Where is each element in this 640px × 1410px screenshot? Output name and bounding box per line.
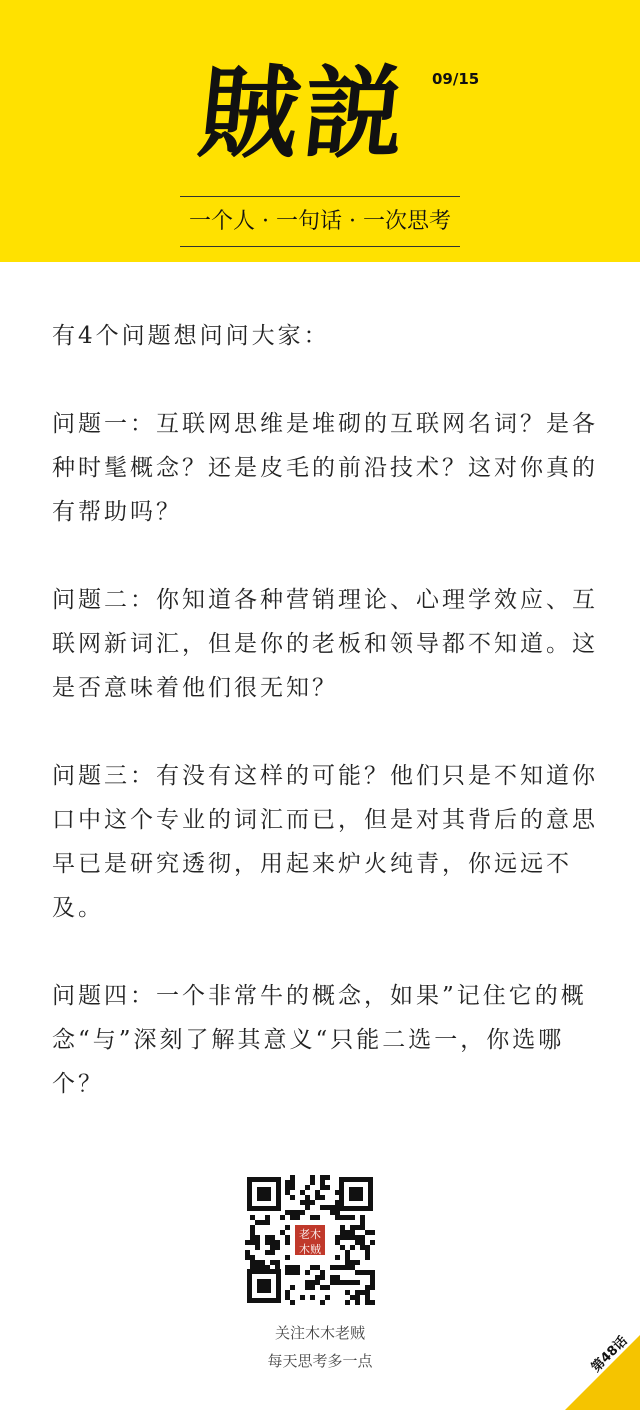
qr-module (365, 1300, 370, 1305)
qr-module (355, 1290, 360, 1295)
qr-module (370, 1270, 375, 1275)
divider-top (180, 196, 460, 197)
qr-module (345, 1290, 350, 1295)
qr-module (265, 1235, 270, 1240)
qr-module (325, 1295, 330, 1300)
qr-module (370, 1275, 375, 1280)
qr-module (325, 1205, 330, 1210)
qr-module (290, 1195, 295, 1200)
qr-module (335, 1215, 340, 1220)
qr-module (320, 1185, 325, 1190)
qr-module (330, 1280, 335, 1285)
qr-module (310, 1285, 315, 1290)
qr-module (365, 1270, 370, 1275)
qr-module (370, 1300, 375, 1305)
qr-module (285, 1190, 290, 1195)
qr-module (350, 1260, 355, 1265)
qr-module (295, 1215, 300, 1220)
qr-module (335, 1240, 340, 1245)
qr-module (330, 1265, 335, 1270)
qr-module (310, 1180, 315, 1185)
qr-module (355, 1225, 360, 1230)
question-1: 问题一：互联网思维是堆砌的互联网名词？是各种时髦概念？还是皮毛的前沿技术？这对你真的有帮助吗？ (52, 411, 598, 525)
qr-module (365, 1290, 370, 1295)
qr-module (365, 1245, 370, 1250)
qr-module (285, 1210, 290, 1215)
episode-number: 第48话 (588, 1333, 631, 1376)
qr-module (300, 1295, 305, 1300)
qr-module (330, 1205, 335, 1210)
qr-module (345, 1230, 350, 1235)
qr-module (355, 1300, 360, 1305)
qr-module (355, 1235, 360, 1240)
qr-module (320, 1270, 325, 1275)
qr-module (290, 1285, 295, 1290)
qr-module (335, 1280, 340, 1285)
qr-module (250, 1230, 255, 1235)
qr-module (290, 1300, 295, 1305)
qr-center-logo: 老木木贼 (293, 1223, 327, 1257)
qr-module (355, 1280, 360, 1285)
qr-module (335, 1200, 340, 1205)
qr-module (250, 1240, 255, 1245)
qr-module (250, 1225, 255, 1230)
question-3: 问题三：有没有这样的可能？他们只是不知道你口中这个专业的词汇而已，但是对其背后的意思早已是研究透彻，用起来炉火纯青，你远远不及。 (52, 763, 598, 921)
qr-module (315, 1265, 320, 1270)
qr-module (285, 1185, 290, 1190)
qr-module (265, 1240, 270, 1245)
qr-module (345, 1255, 350, 1260)
qr-module (370, 1230, 375, 1235)
qr-module (345, 1265, 350, 1270)
qr-module (300, 1190, 305, 1195)
qr-module (350, 1245, 355, 1250)
qr-module (245, 1255, 250, 1260)
qr-module (360, 1235, 365, 1240)
qr-module (290, 1215, 295, 1220)
qr-module (260, 1265, 265, 1270)
qr-module (285, 1255, 290, 1260)
qr-module (335, 1190, 340, 1195)
qr-module (355, 1295, 360, 1300)
qr-module (315, 1275, 320, 1280)
qr-module (300, 1200, 305, 1205)
qr-module (305, 1185, 310, 1190)
qr-module (255, 1265, 260, 1270)
qr-module (255, 1235, 260, 1240)
qr-module (315, 1195, 320, 1200)
qr-module (340, 1265, 345, 1270)
qr-module (270, 1240, 275, 1245)
qr-module (275, 1260, 280, 1265)
qr-module (320, 1205, 325, 1210)
qr-module (370, 1240, 375, 1245)
qr-module (305, 1205, 310, 1210)
qr-module (285, 1240, 290, 1245)
qr-module (355, 1270, 360, 1275)
qr-module (335, 1205, 340, 1210)
qr-module (330, 1210, 335, 1215)
article-body (52, 314, 612, 1150)
qr-module (350, 1215, 355, 1220)
qr-module (250, 1260, 255, 1265)
qr-module (260, 1220, 265, 1225)
qr-module (370, 1285, 375, 1290)
brand-logo: 賊説 (193, 54, 415, 172)
qr-module (250, 1235, 255, 1240)
qr-module (345, 1280, 350, 1285)
qr-module (270, 1250, 275, 1255)
qr-module (245, 1250, 250, 1255)
qr-module (340, 1280, 345, 1285)
qr-module (265, 1250, 270, 1255)
qr-module (250, 1215, 255, 1220)
qr-module (270, 1235, 275, 1240)
tagline: 一个人 · 一句话 · 一次思考 (189, 209, 451, 234)
qr-module (310, 1265, 315, 1270)
qr-module (355, 1240, 360, 1245)
qr-module (285, 1235, 290, 1240)
qr-module (325, 1285, 330, 1290)
qr-module (360, 1245, 365, 1250)
qr-module (365, 1250, 370, 1255)
qr-module (285, 1270, 290, 1275)
qr-module (360, 1225, 365, 1230)
qr-module (370, 1280, 375, 1285)
qr-module (315, 1215, 320, 1220)
qr-module (270, 1245, 275, 1250)
qr-module (290, 1175, 295, 1180)
divider-bottom (180, 246, 460, 247)
qr-module (285, 1225, 290, 1230)
qr-module (275, 1265, 280, 1270)
qr-module (265, 1215, 270, 1220)
qr-module (350, 1280, 355, 1285)
qr-module (290, 1265, 295, 1270)
question-4: 问题四：一个非常牛的概念，如果”记住它的概念“与”深刻了解其意义“只能二选一，你选哪个？ (52, 983, 587, 1097)
qr-module (340, 1235, 345, 1240)
qr-module (365, 1285, 370, 1290)
qr-module (325, 1185, 330, 1190)
qr-module (310, 1295, 315, 1300)
qr-module (245, 1240, 250, 1245)
qr-module (350, 1230, 355, 1235)
qr-module (270, 1260, 275, 1265)
qr-module (320, 1175, 325, 1180)
qr-module (285, 1295, 290, 1300)
qr-module (335, 1265, 340, 1270)
qr-module (310, 1215, 315, 1220)
qr-module (320, 1285, 325, 1290)
qr-module (345, 1235, 350, 1240)
qr-module (310, 1280, 315, 1285)
qr-module (280, 1230, 285, 1235)
qr-module (360, 1220, 365, 1225)
qr-module (365, 1295, 370, 1300)
qr-module (320, 1300, 325, 1305)
intro-paragraph: 有4个问题想问问大家： (52, 323, 330, 349)
qr-module (265, 1220, 270, 1225)
qr-module (250, 1255, 255, 1260)
qr-module (315, 1190, 320, 1195)
issue-date: 09/15 (432, 70, 480, 88)
qr-module (365, 1230, 370, 1235)
qr-module (305, 1285, 310, 1290)
qr-module (290, 1270, 295, 1275)
qr-module (340, 1225, 345, 1230)
qr-module (330, 1275, 335, 1280)
qr-module (315, 1280, 320, 1285)
qr-module (255, 1245, 260, 1250)
qr-module (305, 1270, 310, 1275)
qr-module (305, 1200, 310, 1205)
qr-module (290, 1210, 295, 1215)
qr-module (305, 1195, 310, 1200)
qr-module (345, 1300, 350, 1305)
qr-module (295, 1265, 300, 1270)
qr-module (255, 1240, 260, 1245)
qr-module (345, 1215, 350, 1220)
qr-module (305, 1280, 310, 1285)
qr-module (260, 1260, 265, 1265)
qr-module (335, 1275, 340, 1280)
qr-module (335, 1210, 340, 1215)
qr-module (275, 1245, 280, 1250)
qr-module (360, 1290, 365, 1295)
qr-module (355, 1260, 360, 1265)
qr-module (340, 1245, 345, 1250)
qr-module (340, 1230, 345, 1235)
follow-text: 关注木木老贼 (274, 1324, 365, 1342)
qr-module (285, 1180, 290, 1185)
qr-module (345, 1260, 350, 1265)
qr-module (360, 1215, 365, 1220)
qr-module (275, 1240, 280, 1245)
qr-module (345, 1250, 350, 1255)
qr-module (280, 1215, 285, 1220)
qr-module (255, 1260, 260, 1265)
qr-module (300, 1210, 305, 1215)
qr-module (290, 1180, 295, 1185)
qr-module (350, 1225, 355, 1230)
question-2: 问题二：你知道各种营销理论、心理学效应、互联网新词汇，但是你的老板和领导都不知道。这是否意味着他们很无知？ (52, 587, 598, 701)
qr-module (335, 1235, 340, 1240)
qr-module (290, 1185, 295, 1190)
qr-module (335, 1255, 340, 1260)
qr-module (360, 1240, 365, 1245)
qr-module (285, 1265, 290, 1270)
qr-module (350, 1265, 355, 1270)
qr-module (320, 1180, 325, 1185)
qr-module (295, 1270, 300, 1275)
qr-module (265, 1265, 270, 1270)
qr-module (255, 1220, 260, 1225)
header-banner (0, 0, 640, 262)
qr-module (295, 1210, 300, 1215)
qr-module (325, 1175, 330, 1180)
qr-module (350, 1295, 355, 1300)
qr-module (310, 1200, 315, 1205)
qr-module (285, 1290, 290, 1295)
qr-module (320, 1275, 325, 1280)
qr-module (360, 1270, 365, 1275)
qr-module (310, 1175, 315, 1180)
qr-module (320, 1195, 325, 1200)
qr-module (340, 1215, 345, 1220)
qr-module (350, 1235, 355, 1240)
qr-module (250, 1265, 255, 1270)
qr-module (365, 1255, 370, 1260)
qr-code[interactable] (245, 1175, 375, 1305)
slogan-text: 每天思考多一点 (267, 1352, 373, 1370)
